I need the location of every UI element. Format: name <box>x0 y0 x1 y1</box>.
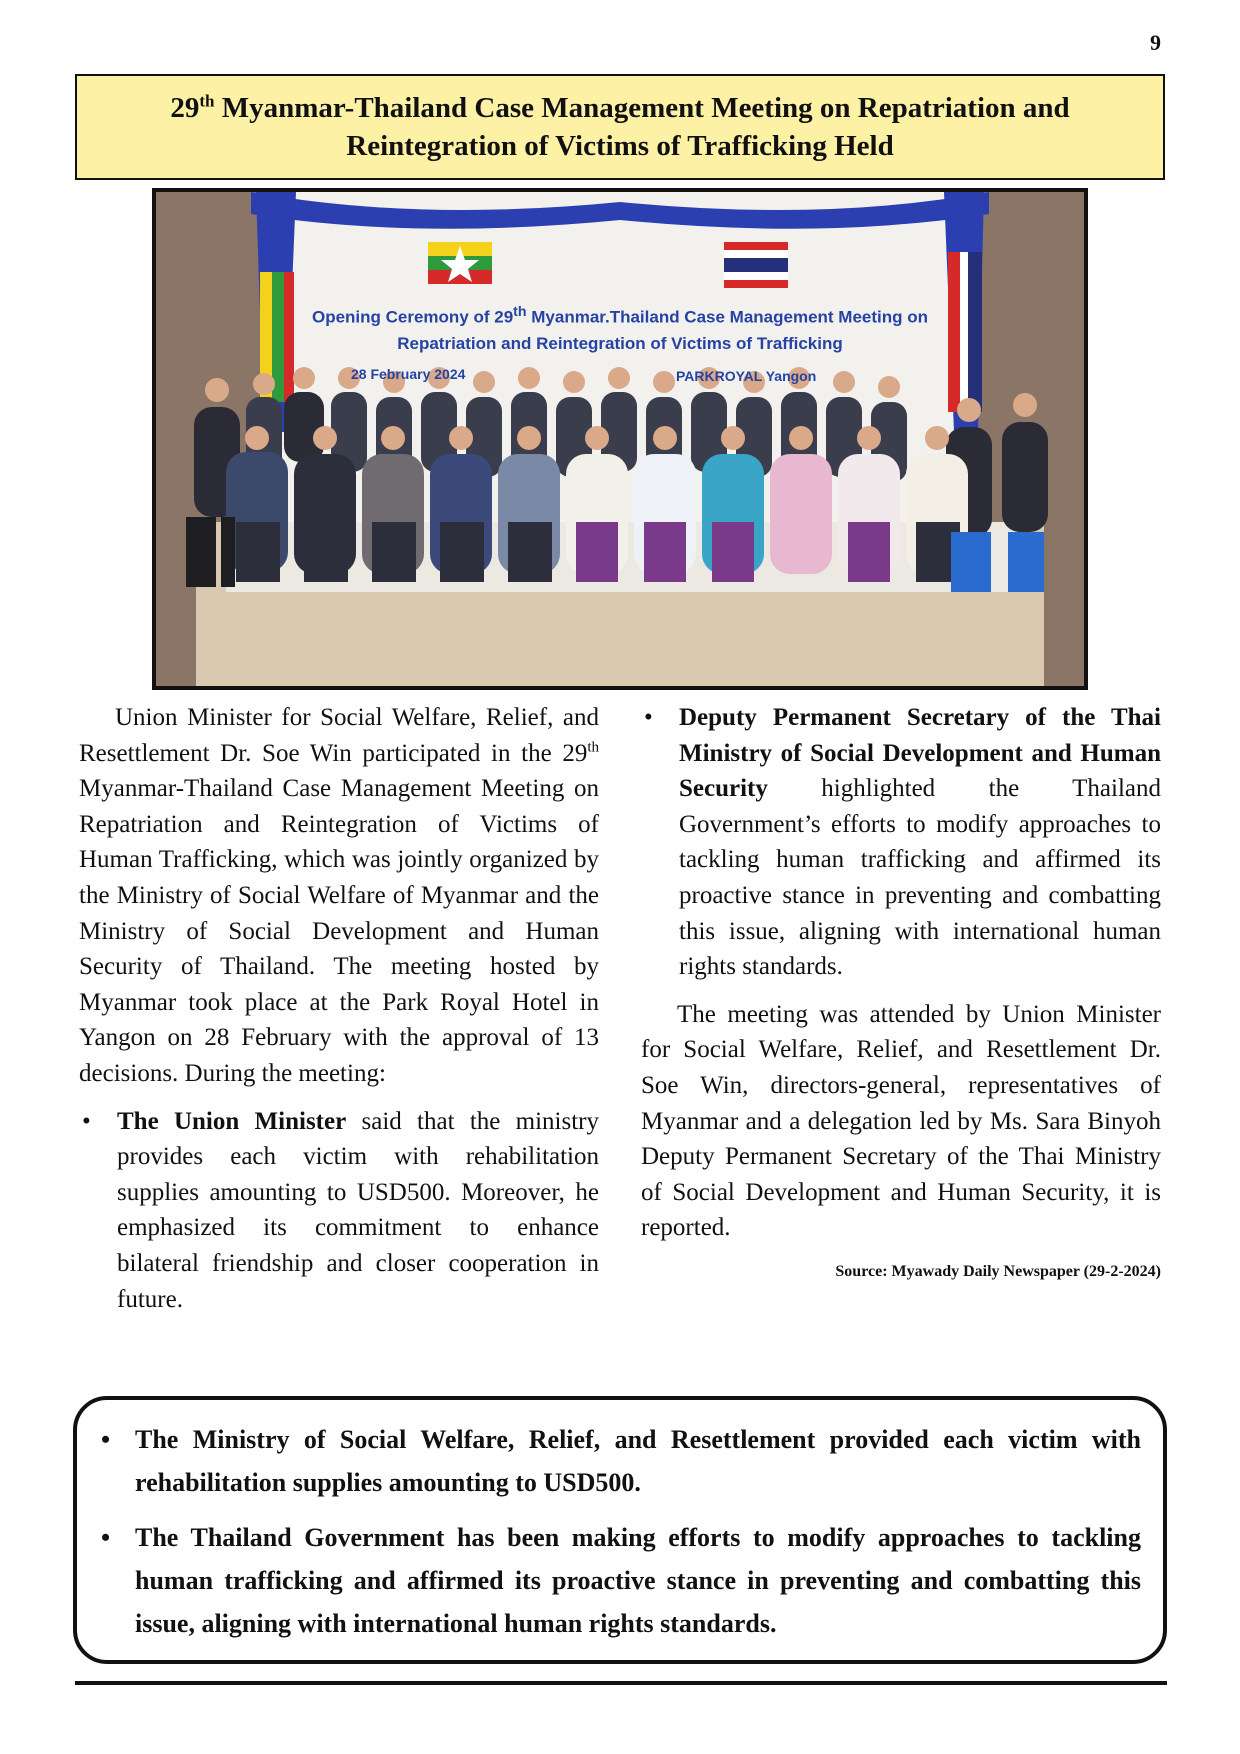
bullet-dot: • <box>101 1425 111 1454</box>
bullet-bold-lead: The Union Minister <box>117 1107 347 1135</box>
source-credit: Source: Myawady Daily Newspaper (29-2-2024) <box>835 1262 1161 1280</box>
intro-text-b: Myanmar-Thailand Case Management Meeting on Repatriation and Reintegration of Victims of Human Trafficking, which was jointly organized by the Ministry of Social Welfare of Myanmar and the Ministry of Social Development and Human Security of Thailand. The meeting hosted by Myanmar took place at the Park Royal Hotel in Yangon on 28 February with the approval of 13 decisions. During the meeting: <box>79 775 599 1087</box>
key-point-text: The Thailand Government has been making efforts to modify approaches to tackling human trafficking and affirmed its proactive stance in preventing and combatting this issue, aligning with international human rights standards. <box>135 1523 1141 1638</box>
article-title-line1 <box>170 89 1069 127</box>
bullet-bold-lead: Deputy Permanent Secretary of the Thai Ministry of Social Development and Human Security <box>679 704 1161 803</box>
bullet-dot: • <box>101 1523 111 1552</box>
intro-sup: th <box>587 739 599 756</box>
intro-paragraph <box>79 700 599 1092</box>
banner-text-b: Myanmar.Thailand Case Management Meeting on <box>526 307 929 327</box>
banner-venue: PARKROYAL Yangon <box>676 368 817 384</box>
title-text-1: Myanmar-Thailand Case Management Meeting on Repatriation and <box>214 92 1070 124</box>
key-points-box <box>73 1396 1167 1664</box>
key-point <box>93 1418 1141 1504</box>
article-title-line2: Reintegration of Victims of Trafficking Held <box>346 130 894 162</box>
article-title-box <box>75 74 1165 180</box>
bullet-dot: • <box>82 1107 91 1135</box>
left-column <box>79 700 599 1317</box>
title-superscript: th <box>199 91 215 111</box>
key-point <box>93 1516 1141 1645</box>
bullet-union-minister <box>79 1104 599 1318</box>
banner-line-1 <box>156 304 1084 328</box>
banner-date: 28 February 2024 <box>351 366 466 382</box>
group-photo-illustration <box>156 192 1084 686</box>
bottom-rule <box>75 1681 1167 1685</box>
right-column <box>641 700 1161 1290</box>
group-photo <box>152 188 1088 690</box>
banner-text-a: Opening Ceremony of 29 <box>311 307 514 327</box>
title-number: 29 <box>170 92 200 124</box>
attendance-paragraph: The meeting was attended by Union Minister for Social Welfare, Relief, and Resettlement Dr. Soe Win, directors-general, representatives of Myanmar and a delegation led by Ms. Sara Binyoh Deputy Permanent Secretary of the Thai Ministry of Social Development and Human Security, it is reported. <box>641 1000 1161 1242</box>
intro-text-a: Union Minister for Social Welfare, Relief, and Resettlement Dr. Soe Win participated in the 29 <box>79 704 599 767</box>
bullet-deputy-secretary <box>641 700 1161 985</box>
key-point-text: The Ministry of Social Welfare, Relief, and Resettlement provided each victim with rehabilitation supplies amounting to USD500. <box>135 1425 1141 1497</box>
page-number: 9 <box>1150 30 1161 55</box>
bullet-text: said that the ministry provides each victim with rehabilitation supplies amounting to USD500. Moreover, he emphasized its commitment to enhance bilateral friendship and closer cooperation in future. <box>117 1107 599 1313</box>
banner-sup: th <box>513 304 527 320</box>
bullet-text: highlighted the Thailand Government’s efforts to modify approaches to tackling human trafficking and affirmed its proactive stance in preventing and combatting this issue, aligning with international human rights standards. <box>679 775 1161 981</box>
bullet-dot: • <box>644 704 653 731</box>
banner-line-2: Repatriation and Reintegration of Victims of Trafficking <box>397 334 843 353</box>
